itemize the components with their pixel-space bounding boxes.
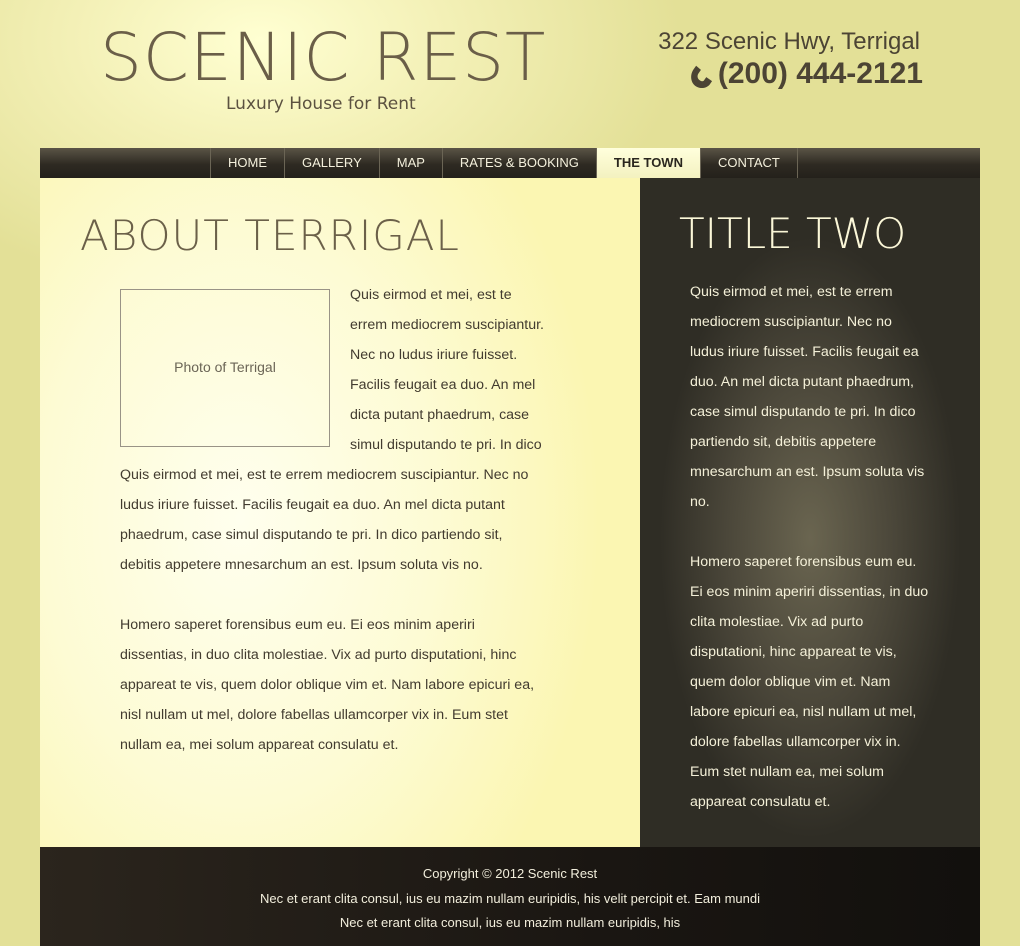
- sidebar-text-line: Quis eirmod et mei, est te errem: [690, 284, 893, 300]
- intro-text-line: Facilis feugait ea duo. An mel: [350, 377, 536, 393]
- intro-text-line: dicta putant phaedrum, case: [350, 407, 530, 423]
- sidebar-text-line: appareat consulatu et.: [690, 794, 831, 810]
- body-paragraph-two: [120, 610, 560, 760]
- sidebar-text-line: mediocrem suscipiantur. Nec no: [690, 314, 892, 330]
- footer-text-line-one: Nec et erant clita consul, ius eu mazim nullam euripidis, his velit percipit et. Eam mundi: [260, 891, 760, 906]
- sidebar-text-line: labore epicuri ea, nisl nullam ut mel,: [690, 704, 917, 720]
- phone-handset-icon: [688, 62, 714, 90]
- site-title[interactable]: SCENIC REST: [100, 19, 547, 96]
- header-address: 322 Scenic Hwy, Terrigal: [658, 28, 920, 55]
- sidebar-text-line: clita molestiae. Vix ad purto: [690, 614, 864, 630]
- intro-text-line: errem mediocrem suscipiantur.: [350, 317, 544, 333]
- photo-label: Photo of Terrigal: [174, 359, 276, 375]
- phone-number[interactable]: (200) 444-2121: [717, 57, 923, 90]
- footer-text-line-two: Nec et erant clita consul, ius eu mazim nullam euripidis, his: [339, 915, 681, 930]
- sidebar-text-line: dolore fabellas ullamcorper vix in.: [690, 734, 901, 750]
- body-text-line: nullam ea, mei solum appareat consulatu et.: [120, 737, 399, 753]
- sidebar-text-line: quem dolor oblique vim et. Nam: [690, 674, 891, 690]
- sidebar-text-line: mnesarchum an est. Ipsum soluta vis: [690, 464, 925, 480]
- nav-list: [210, 148, 798, 178]
- body-text-line: debitis appetere mnesarchum an est. Ipsum soluta vis no.: [120, 557, 483, 573]
- body-text-line: dissentias, in duo clita molestiae. Vix ad purto disputationi, hinc: [120, 647, 517, 663]
- main-content: [40, 178, 640, 847]
- nav-item-map[interactable]: MAP: [380, 148, 443, 178]
- sidebar-text-line: disputationi, hinc appareat te vis,: [690, 644, 897, 660]
- site-footer: [40, 847, 980, 946]
- sidebar-text-line: Homero saperet forensibus eum eu.: [690, 554, 917, 570]
- sidebar-text-line: Eum stet nullam ea, mei solum: [690, 764, 884, 780]
- sidebar-text-line: partiendo sit, debitis appetere: [690, 434, 877, 450]
- nav-item-gallery[interactable]: GALLERY: [285, 148, 380, 178]
- body-text-line: Homero saperet forensibus eum eu. Ei eos minim aperiri: [120, 617, 475, 633]
- photo-placeholder: [120, 289, 330, 447]
- page-title: ABOUT TERRIGAL: [80, 211, 460, 260]
- footer-copyright: Copyright © 2012 Scenic Rest: [422, 866, 598, 881]
- body-paragraph-one: [120, 460, 560, 580]
- body-text-line: nisl nullam ut mel, dolore fabellas ullamcorper vix in. Eum stet: [120, 707, 508, 723]
- body-text-line: appareat te vis, quem dolor oblique vim et. Nam labore epicuri ea,: [120, 677, 535, 693]
- nav-item-the-town[interactable]: THE TOWN: [597, 148, 701, 178]
- intro-text-line: Nec no ludus iriure fuisset.: [350, 347, 518, 363]
- sidebar-text-line: Ei eos minim aperiri dissentias, in duo: [690, 584, 929, 600]
- sidebar-text-line: case simul disputando te pri. In dico: [690, 404, 916, 420]
- sidebar-paragraph-one: [690, 277, 950, 517]
- body-text-line: Quis eirmod et mei, est te errem mediocrem suscipiantur. Nec no: [120, 467, 529, 483]
- intro-paragraph: [350, 280, 560, 460]
- body-text-line: phaedrum, case simul disputando te pri. In dico partiendo sit,: [120, 527, 503, 543]
- sidebar-text-line: duo. An mel dicta putant phaedrum,: [690, 374, 914, 390]
- sidebar: [640, 178, 980, 847]
- nav-item-contact[interactable]: CONTACT: [701, 148, 798, 178]
- sidebar-text-line: ludus iriure fuisset. Facilis feugait ea: [690, 344, 919, 360]
- main-navigation: [40, 148, 980, 178]
- nav-item-home[interactable]: HOME: [211, 148, 285, 178]
- header-phone: [688, 57, 923, 91]
- sidebar-text-line: no.: [690, 494, 710, 510]
- sidebar-paragraph-two: [690, 547, 950, 817]
- intro-text-line: Quis eirmod et mei, est te: [350, 287, 512, 303]
- sidebar-title: TITLE TWO: [679, 209, 907, 258]
- body-text-line: ludus iriure fuisset. Facilis feugait ea duo. An mel dicta putant: [120, 497, 505, 513]
- nav-item-rates-booking[interactable]: RATES & BOOKING: [443, 148, 597, 178]
- intro-text-line: simul disputando te pri. In dico: [350, 437, 542, 453]
- site-tagline: Luxury House for Rent: [226, 94, 416, 114]
